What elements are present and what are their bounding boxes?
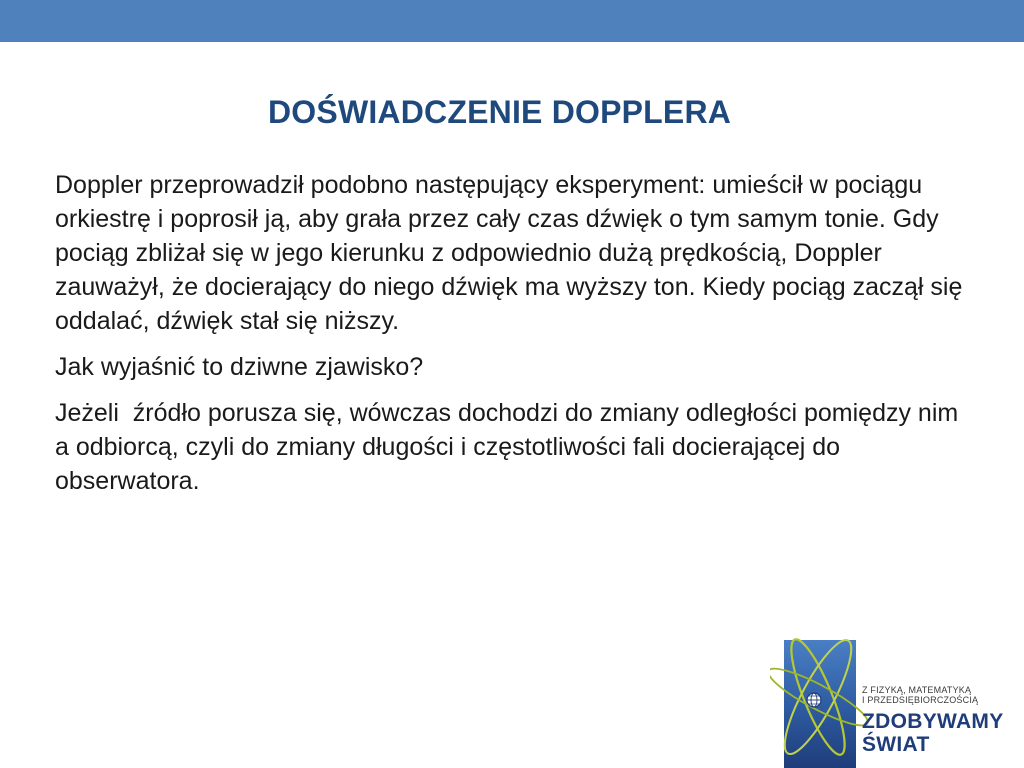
- slide-title: DOŚWIADCZENIE DOPPLERA: [268, 94, 732, 130]
- project-logo: [770, 625, 1024, 768]
- paragraph-experiment: Doppler przeprowadził podobno następujący eksperyment: umieścił w pociągu orkiestrę i poprosił ją, aby grała przez cały czas dźwięk o tym samym tonie. Gdy pociąg zbliżał się w jego kierunku z odpowiednio dużą prędkością, Doppler zauważył, że docierający do niego dźwięk ma wyższy ton. Kiedy pociąg zaczął się oddalać, dźwięk stał się niższy.: [55, 171, 970, 335]
- logo-text: [862, 685, 1022, 756]
- top-bar: [0, 0, 1024, 42]
- slide-body: [55, 168, 970, 510]
- paragraph-question: Jak wyjaśnić to dziwne zjawisko?: [55, 353, 424, 381]
- logo-tagline-line1: Z FIZYKĄ, MATEMATYKĄ: [862, 685, 972, 695]
- logo-tagline-line2: I PRZEDSIĘBIORCZOŚCIĄ: [862, 695, 979, 705]
- logo-name-line2: ŚWIAT: [862, 733, 930, 756]
- paragraph-explanation: Jeżeli źródło porusza się, wówczas dochodzi do zmiany odległości pomiędzy nim a odbiorcą, czyli do zmiany długości i częstotliwości fali docierającej do obserwatora.: [55, 399, 966, 495]
- logo-name-line1: ZDOBYWAMY: [862, 710, 1004, 733]
